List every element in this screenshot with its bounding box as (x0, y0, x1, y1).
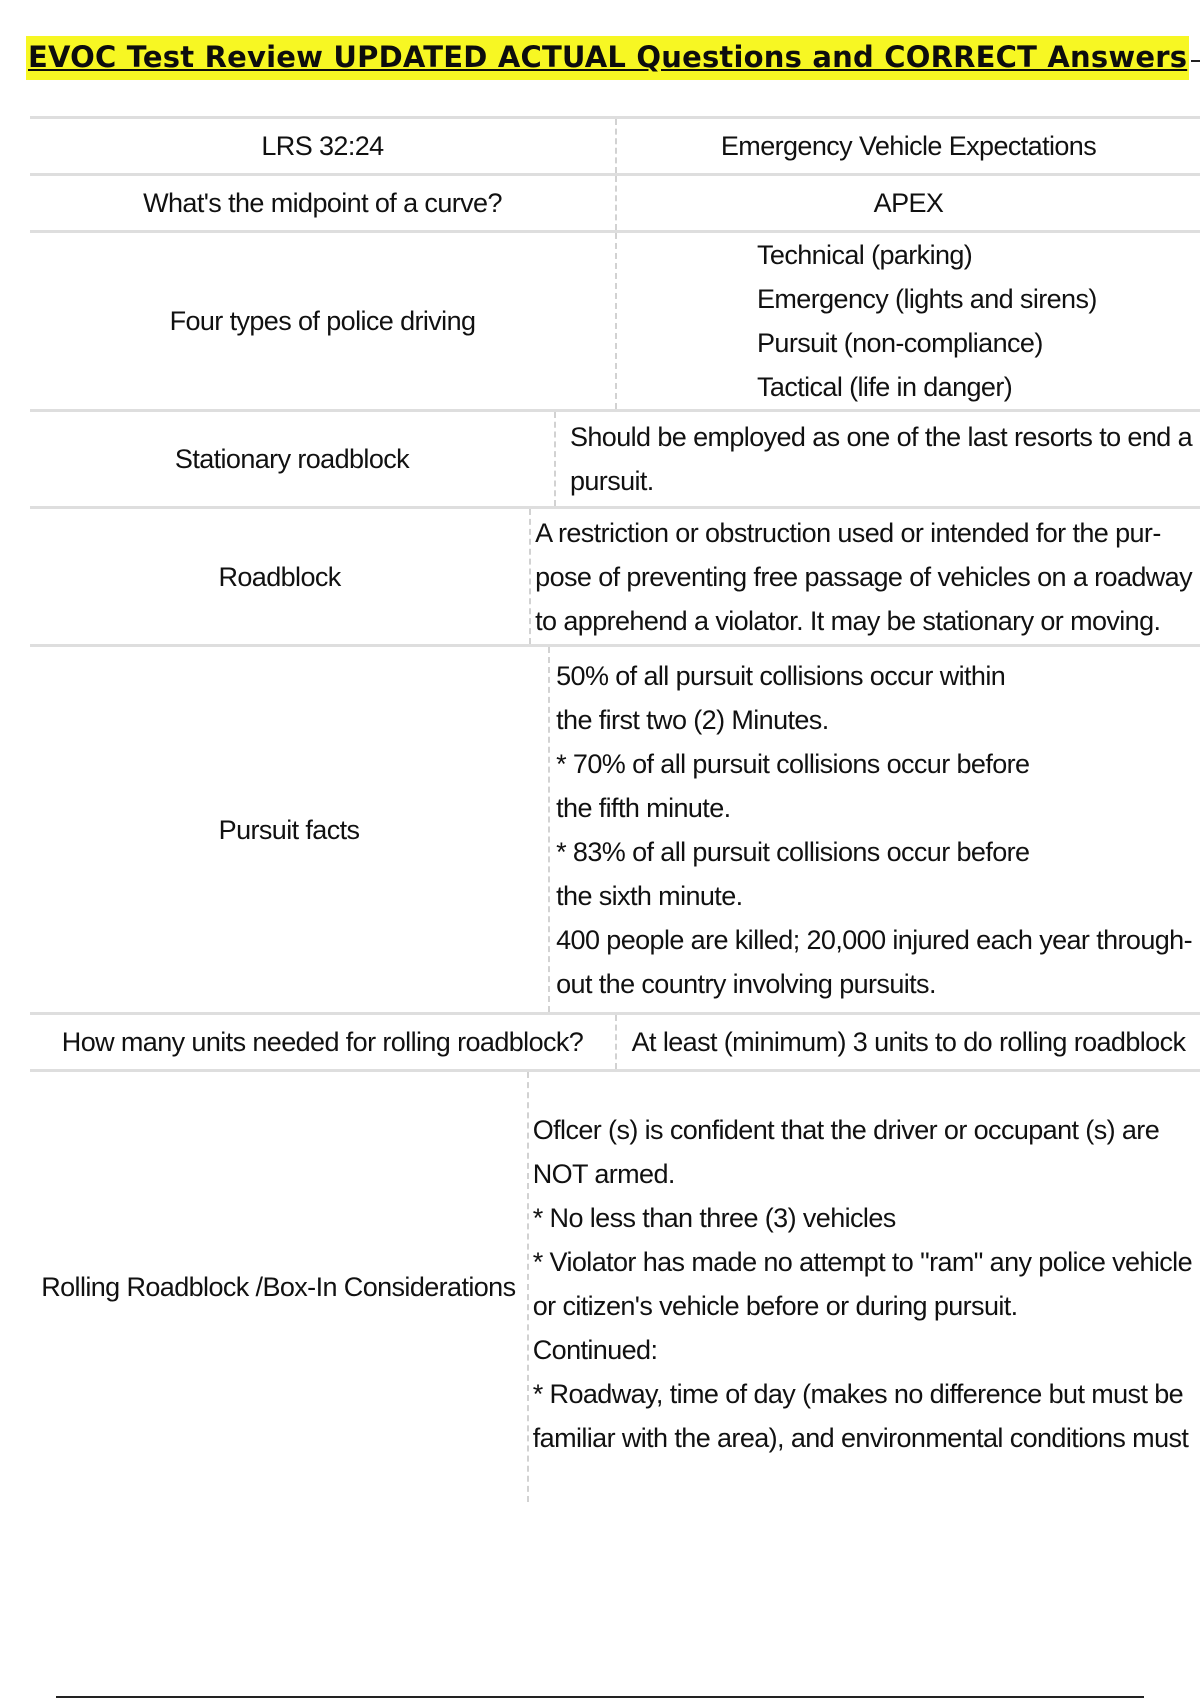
table-row (30, 230, 1200, 409)
answer-line: At least (minimum) 3 units to do rolling roadblock (631, 1027, 1186, 1057)
question-cell: How many units needed for rolling roadblock? (30, 1015, 617, 1069)
question-cell: LRS 32:24 (30, 119, 617, 173)
answer-line: the sixth minute. (556, 880, 743, 911)
answer-cell (617, 119, 1200, 173)
answer-line: 400 people are killed; 20,000 injured each year through- (556, 924, 1192, 955)
table-row (30, 1069, 1200, 1502)
answer-line: Oflcer (s) is confident that the driver or occupant (s) are (532, 1115, 1160, 1145)
table-row (30, 644, 1200, 1012)
title-rule (1191, 60, 1200, 62)
answer-line: * 70% of all pursuit collisions occur before (556, 748, 1030, 779)
question-cell: Four types of police driving (30, 233, 617, 409)
answer-line: pose of preventing free passage of vehicles on a roadway (535, 561, 1192, 592)
answer-line: pursuit. (569, 466, 654, 496)
answer-line: Continued: (532, 1335, 658, 1365)
answer-cell (556, 412, 1200, 506)
answer-line: * Violator has made no attempt to "ram" any police vehicle (532, 1247, 1192, 1277)
answer-line: Tactical (life in danger) (757, 372, 1013, 402)
table-row (30, 173, 1200, 230)
table-row (30, 409, 1200, 506)
table-row (30, 506, 1200, 644)
answer-cell (550, 647, 1200, 1012)
answer-line: the first two (2) Minutes. (556, 704, 829, 735)
answer-line: out the country involving pursuits. (556, 968, 936, 999)
answer-line: A restriction or obstruction used or intended for the pur- (535, 517, 1161, 548)
question-cell: Rolling Roadblock /Box-In Considerations (30, 1072, 529, 1502)
answer-line: Emergency Vehicle Expectations (720, 131, 1097, 161)
question-cell: Pursuit facts (30, 647, 550, 1012)
title-bar (26, 32, 1200, 84)
answer-line: to apprehend a violator. It may be stationary or moving. (535, 605, 1161, 636)
answer-line: APEX (873, 188, 944, 218)
answer-line: * Roadway, time of day (makes no difference but must be (532, 1379, 1184, 1409)
table-row (30, 1012, 1200, 1069)
answer-cell (617, 233, 1200, 409)
table-row (30, 116, 1200, 173)
answer-line: 50% of all pursuit collisions occur within (556, 660, 1006, 691)
answer-line: NOT armed. (532, 1159, 675, 1189)
answer-line: or citizen's vehicle before or during pursuit. (532, 1291, 1018, 1321)
answer-line: * No less than three (3) vehicles (532, 1203, 896, 1233)
answer-line: Technical (parking) (757, 240, 973, 270)
answer-cell (529, 1072, 1200, 1502)
footer-rule (56, 1696, 1144, 1698)
answer-cell (531, 509, 1200, 644)
page-title: EVOC Test Review UPDATED ACTUAL Questions and CORRECT Answers (26, 36, 1189, 80)
answer-line: Should be employed as one of the last resorts to end a (569, 422, 1192, 452)
answer-line: the fifth minute. (556, 792, 731, 823)
answer-cell (617, 1015, 1200, 1069)
question-cell: Stationary roadblock (30, 412, 556, 506)
qa-table (30, 116, 1200, 1502)
answer-cell (617, 176, 1200, 230)
answer-line: Emergency (lights and sirens) (757, 284, 1097, 314)
question-cell: What's the midpoint of a curve? (30, 176, 617, 230)
answer-line: Pursuit (non-compliance) (757, 328, 1043, 358)
answer-line: familiar with the area), and environmental conditions must (532, 1423, 1189, 1453)
answer-line: * 83% of all pursuit collisions occur before (556, 836, 1030, 867)
question-cell: Roadblock (30, 509, 531, 644)
